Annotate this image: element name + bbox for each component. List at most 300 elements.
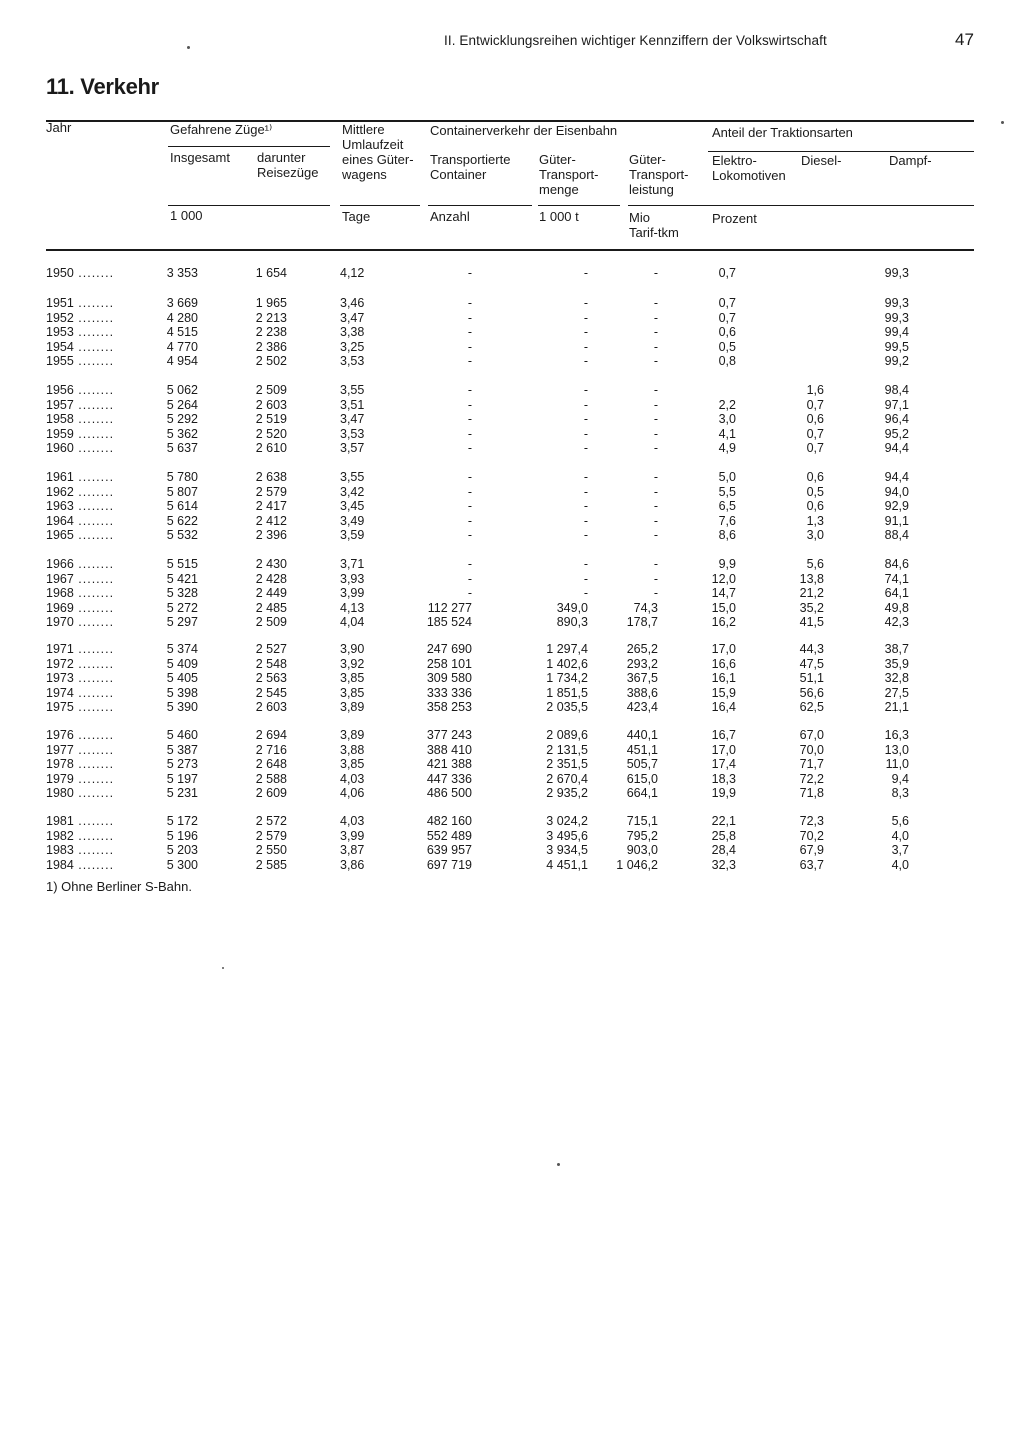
table-row	[0, 858, 1024, 873]
cell-c5: -	[583, 397, 588, 412]
cell-jahr: 1979 .....	[46, 772, 114, 786]
cell-c7: 0,7	[718, 266, 736, 280]
cell-c5: 1 297,4	[546, 642, 588, 656]
cell-c9: 99,3	[884, 266, 909, 280]
cell-c2: 2 545	[255, 685, 287, 700]
cell-c1: 5 515	[166, 557, 198, 571]
cell-c8: 5,6	[806, 557, 824, 571]
cell-c4: -	[467, 484, 472, 499]
cell-c7: 19,9	[711, 786, 736, 801]
cell-c2: 2 428	[255, 571, 287, 586]
cell-c2: 2 548	[255, 656, 287, 671]
cell-jahr: 1970 .....	[46, 615, 114, 629]
cell-c1: 5 297	[166, 615, 198, 630]
cell-c2: 2 585	[255, 857, 287, 872]
cell-c4: 421 388	[426, 757, 472, 772]
cell-c6: -	[653, 571, 658, 586]
cell-jahr: 1956 .....	[46, 383, 114, 397]
cell-jahr: 1953 .....	[46, 325, 114, 339]
cell-c7: 7,6	[718, 513, 736, 528]
cell-c6: -	[653, 484, 658, 499]
cell-c2: 2 609	[255, 786, 287, 801]
cell-c1: 5 172	[166, 814, 198, 828]
cell-c7: 8,6	[718, 528, 736, 543]
cell-c7: 25,8	[711, 828, 736, 843]
footnote: 1) Ohne Berliner S-Bahn.	[46, 879, 192, 894]
cell-c9: 4,0	[891, 828, 909, 843]
cell-c2: 2 527	[255, 642, 287, 656]
cell-c2: 2 213	[255, 310, 287, 325]
cell-jahr: 1971 .....	[46, 642, 114, 656]
cell-c3: 3,99	[340, 828, 365, 843]
cell-c5: -	[583, 383, 588, 397]
cell-c1: 5 196	[166, 828, 198, 843]
cell-c6: 265,2	[626, 642, 658, 656]
cell-c1: 5 409	[166, 656, 198, 671]
cell-c1: 5 062	[166, 383, 198, 397]
cell-c5: 2 670,4	[546, 771, 588, 786]
table-row	[0, 829, 1024, 844]
cell-c1: 5 421	[166, 571, 198, 586]
cell-c4: -	[467, 513, 472, 528]
cell-c5: -	[583, 310, 588, 325]
cell-c9: 99,3	[884, 310, 909, 325]
table-row	[0, 615, 1024, 630]
cell-c9: 92,9	[884, 499, 909, 514]
cell-jahr: 1963 .....	[46, 499, 114, 513]
cell-c8: 0,7	[806, 426, 824, 441]
cell-c6: 293,2	[626, 656, 658, 671]
cell-c7: 16,1	[711, 671, 736, 686]
cell-c9: 96,4	[884, 412, 909, 427]
cell-c7: 2,2	[718, 397, 736, 412]
cell-c2: 2 449	[255, 586, 287, 601]
cell-c4: 486 500	[426, 786, 472, 801]
cell-c3: 3,53	[340, 354, 365, 369]
cell-c7: 0,8	[718, 354, 736, 369]
cell-c1: 5 637	[166, 441, 198, 456]
table-row	[0, 657, 1024, 672]
table-row	[0, 772, 1024, 787]
cell-jahr: 1980 .....	[46, 786, 114, 800]
table-row	[0, 700, 1024, 715]
cell-c1: 5 197	[166, 771, 198, 786]
cell-c3: 3,92	[340, 656, 365, 671]
cell-c8: 13,8	[799, 571, 824, 586]
cell-c7: 16,6	[711, 656, 736, 671]
cell-jahr: 1965 .....	[46, 528, 114, 542]
cell-c4: -	[467, 499, 472, 514]
cell-c3: 3,55	[340, 470, 365, 484]
cell-jahr: 1957 .....	[46, 398, 114, 412]
cell-c5: 3 495,6	[546, 828, 588, 843]
cell-jahr: 1960 .....	[46, 441, 114, 455]
cell-c8: 0,6	[806, 499, 824, 514]
cell-c7: 0,5	[718, 339, 736, 354]
cell-c4: 185 524	[426, 615, 472, 630]
cell-c9: 5,6	[891, 814, 909, 828]
cell-c8: 72,3	[799, 814, 824, 828]
header-anteil-traktionsarten: Anteil der Traktionsarten	[712, 125, 853, 140]
header-bottom-rule	[46, 249, 974, 251]
cell-c5: 3 024,2	[546, 814, 588, 828]
table-row	[0, 601, 1024, 616]
cell-c2: 2 386	[255, 339, 287, 354]
cell-c1: 5 398	[166, 685, 198, 700]
cell-jahr: 1961 .....	[46, 470, 114, 484]
cell-c8: 0,6	[806, 412, 824, 427]
cell-c7: 16,7	[711, 728, 736, 742]
cell-c3: 4,06	[340, 786, 365, 801]
cell-c8: 35,2	[799, 600, 824, 615]
table-row	[0, 427, 1024, 442]
cell-c1: 5 292	[166, 412, 198, 427]
cell-c2: 2 412	[255, 513, 287, 528]
cell-jahr: 1952 .....	[46, 311, 114, 325]
cell-c5: -	[583, 412, 588, 427]
cell-c2: 2 417	[255, 499, 287, 514]
unit-tage: Tage	[342, 209, 371, 224]
cell-c5: -	[583, 266, 588, 280]
cell-c2: 2 396	[255, 528, 287, 543]
cell-c5: -	[583, 325, 588, 340]
cell-c9: 38,7	[884, 642, 909, 656]
cell-c3: 3,85	[340, 685, 365, 700]
cell-c9: 8,3	[891, 786, 909, 801]
cell-c3: 4,12	[340, 266, 365, 280]
cell-c4: -	[467, 339, 472, 354]
cell-jahr: 1969 .....	[46, 601, 114, 615]
cell-c9: 35,9	[884, 656, 909, 671]
cell-c5: -	[583, 586, 588, 601]
cell-c4: -	[467, 266, 472, 280]
table-row	[0, 528, 1024, 543]
cell-c5: -	[583, 557, 588, 571]
cell-jahr: 1972 .....	[46, 657, 114, 671]
header-transportierte-container: Transportierte Container	[430, 152, 511, 182]
cell-c6: 423,4	[626, 700, 658, 715]
cell-c2: 2 485	[255, 600, 287, 615]
cell-c7: 15,0	[711, 600, 736, 615]
cell-c9: 16,3	[884, 728, 909, 742]
cell-c8: 63,7	[799, 857, 824, 872]
cell-c7: 16,2	[711, 615, 736, 630]
cell-c4: -	[467, 557, 472, 571]
cell-c9: 98,4	[884, 383, 909, 397]
cell-c7: 0,7	[718, 296, 736, 310]
cell-c3: 3,85	[340, 757, 365, 772]
cell-c7: 0,6	[718, 325, 736, 340]
cell-c8: 0,5	[806, 484, 824, 499]
cell-c1: 5 807	[166, 484, 198, 499]
cell-c2: 2 519	[255, 412, 287, 427]
cell-c4: 377 243	[426, 728, 472, 742]
cell-c8: 0,7	[806, 397, 824, 412]
cell-c4: -	[467, 325, 472, 340]
cell-c9: 11,0	[885, 757, 909, 772]
cell-c7: 16,4	[711, 700, 736, 715]
rule-anteil	[708, 151, 974, 152]
cell-c9: 27,5	[884, 685, 909, 700]
rule-unit-3	[428, 205, 532, 206]
cell-c2: 2 716	[255, 742, 287, 757]
cell-c6: -	[653, 586, 658, 601]
cell-c6: -	[653, 266, 658, 280]
cell-c6: 74,3	[633, 600, 658, 615]
cell-c6: -	[653, 557, 658, 571]
cell-c1: 5 362	[166, 426, 198, 441]
page-number: 47	[955, 30, 974, 49]
cell-c1: 4 515	[166, 325, 198, 340]
cell-c1: 5 622	[166, 513, 198, 528]
cell-c6: 615,0	[626, 771, 658, 786]
cell-c4: 112 277	[427, 600, 472, 615]
cell-jahr: 1968 .....	[46, 586, 114, 600]
cell-c3: 3,47	[340, 412, 365, 427]
cell-c1: 5 460	[166, 728, 198, 742]
cell-c5: -	[583, 470, 588, 484]
cell-c5: -	[583, 571, 588, 586]
unit-1000: 1 000	[170, 208, 203, 223]
cell-c4: -	[467, 383, 472, 397]
table-row	[0, 743, 1024, 758]
header-containerverkehr: Containerverkehr der Eisenbahn	[430, 123, 618, 138]
cell-c9: 99,4	[884, 325, 909, 340]
cell-c3: 3,99	[340, 586, 365, 601]
table-row	[0, 412, 1024, 427]
header-gefahrene-zuege: Gefahrene Züge¹⁾	[170, 122, 273, 137]
cell-jahr: 1977 .....	[46, 743, 114, 757]
cell-c6: 367,5	[626, 671, 658, 686]
cell-c4: -	[467, 296, 472, 310]
cell-c4: 482 160	[426, 814, 472, 828]
cell-c6: -	[653, 470, 658, 484]
cell-c2: 2 520	[255, 426, 287, 441]
cell-c9: 99,5	[884, 339, 909, 354]
table-row	[0, 814, 1024, 829]
cell-c2: 2 572	[255, 814, 287, 828]
cell-c6: 664,1	[626, 786, 658, 801]
cell-c3: 3,45	[340, 499, 365, 514]
cell-c7: 5,0	[718, 470, 736, 484]
cell-c7: 15,9	[711, 685, 736, 700]
table-row	[0, 311, 1024, 326]
cell-c2: 1 654	[255, 266, 287, 280]
header-mittlere-umlaufzeit: Mittlere Umlaufzeit eines Güter- wagens	[342, 122, 414, 182]
cell-c5: -	[583, 339, 588, 354]
cell-c1: 5 390	[166, 700, 198, 715]
scan-speck	[557, 1163, 560, 1166]
cell-c9: 13,0	[884, 742, 909, 757]
cell-c5: 1 402,6	[546, 656, 588, 671]
cell-c7: 22,1	[711, 814, 736, 828]
cell-jahr: 1978 .....	[46, 757, 114, 771]
cell-c7: 9,9	[718, 557, 736, 571]
cell-c6: 903,0	[626, 843, 658, 858]
cell-c3: 4,03	[340, 814, 365, 828]
cell-c7: 4,9	[718, 441, 736, 456]
cell-c5: -	[583, 441, 588, 456]
cell-c3: 3,46	[340, 296, 365, 310]
cell-c5: -	[583, 354, 588, 369]
cell-c1: 3 353	[166, 266, 198, 280]
cell-c5: -	[583, 499, 588, 514]
cell-c2: 2 509	[255, 615, 287, 630]
cell-c9: 94,4	[884, 470, 909, 484]
scan-speck	[1001, 121, 1004, 124]
table-row	[0, 686, 1024, 701]
cell-c4: -	[467, 310, 472, 325]
cell-c3: 3,47	[340, 310, 365, 325]
cell-c6: -	[653, 339, 658, 354]
cell-c3: 3,51	[340, 397, 365, 412]
cell-c5: 1 851,5	[546, 685, 588, 700]
cell-c6: 440,1	[626, 728, 658, 742]
cell-c8: 62,5	[799, 700, 824, 715]
cell-c4: -	[467, 412, 472, 427]
cell-c3: 3,55	[340, 383, 365, 397]
cell-c4: -	[467, 354, 472, 369]
cell-jahr: 1983 .....	[46, 843, 114, 857]
running-head: II. Entwicklungsreihen wichtiger Kennziffern der Volkswirtschaft	[444, 33, 827, 48]
cell-c6: 388,6	[626, 685, 658, 700]
cell-c2: 2 238	[255, 325, 287, 340]
table-row	[0, 325, 1024, 340]
table-row	[0, 383, 1024, 398]
cell-c5: -	[583, 426, 588, 441]
header-darunter-reisezuege: darunter Reisezüge	[257, 150, 319, 180]
cell-c5: -	[583, 296, 588, 310]
rule-unit-1	[168, 205, 330, 206]
cell-c1: 5 614	[166, 499, 198, 514]
cell-c7: 17,0	[711, 742, 736, 757]
cell-c4: 447 336	[426, 771, 472, 786]
cell-c6: -	[653, 296, 658, 310]
cell-c9: 99,3	[884, 296, 909, 310]
cell-c3: 3,49	[340, 513, 365, 528]
cell-c8: 1,6	[806, 383, 824, 397]
cell-c6: -	[653, 397, 658, 412]
cell-c5: 349,0	[556, 600, 588, 615]
cell-c2: 2 502	[255, 354, 287, 369]
cell-c8: 0,7	[806, 441, 824, 456]
table-row	[0, 572, 1024, 587]
cell-c8: 67,9	[799, 843, 824, 858]
table-row	[0, 499, 1024, 514]
cell-jahr: 1981 .....	[46, 814, 114, 828]
cell-c3: 3,88	[340, 742, 365, 757]
cell-jahr: 1966 .....	[46, 557, 114, 571]
cell-c8: 71,8	[799, 786, 824, 801]
cell-c4: 358 253	[426, 700, 472, 715]
cell-c5: 4 451,1	[546, 857, 588, 872]
cell-c4: 388 410	[426, 742, 472, 757]
table-row	[0, 354, 1024, 369]
table-row	[0, 514, 1024, 529]
cell-c9: 32,8	[884, 671, 909, 686]
cell-c8: 3,0	[806, 528, 824, 543]
cell-c1: 5 273	[166, 757, 198, 772]
cell-c6: -	[653, 513, 658, 528]
cell-c5: 2 131,5	[546, 742, 588, 757]
cell-c3: 4,03	[340, 771, 365, 786]
cell-c6: -	[653, 310, 658, 325]
cell-c2: 2 603	[255, 397, 287, 412]
cell-c7: 12,0	[711, 571, 736, 586]
cell-c4: -	[467, 571, 472, 586]
scan-speck	[187, 46, 190, 49]
cell-c5: 2 351,5	[546, 757, 588, 772]
cell-jahr: 1954 .....	[46, 340, 114, 354]
cell-c2: 2 509	[255, 383, 287, 397]
cell-jahr: 1982 .....	[46, 829, 114, 843]
cell-c6: 1 046,2	[616, 857, 658, 872]
cell-c6: 715,1	[626, 814, 658, 828]
cell-c9: 91,1	[884, 513, 909, 528]
cell-c3: 4,13	[340, 600, 365, 615]
cell-c6: 505,7	[626, 757, 658, 772]
table-row	[0, 642, 1024, 657]
cell-c5: -	[583, 528, 588, 543]
cell-c4: -	[467, 441, 472, 456]
cell-jahr: 1950 .....	[46, 266, 114, 280]
cell-jahr: 1962 .....	[46, 485, 114, 499]
cell-c1: 4 770	[166, 339, 198, 354]
cell-c5: -	[583, 484, 588, 499]
cell-c4: 333 336	[426, 685, 472, 700]
cell-jahr: 1955 .....	[46, 354, 114, 368]
cell-c5: 890,3	[556, 615, 588, 630]
cell-c3: 3,38	[340, 325, 365, 340]
header-jahr: Jahr	[46, 120, 72, 135]
cell-c8: 21,2	[799, 586, 824, 601]
cell-c9: 94,0	[884, 484, 909, 499]
cell-c4: -	[467, 586, 472, 601]
header-diesel: Diesel-	[801, 153, 842, 168]
cell-c1: 3 669	[166, 296, 198, 310]
table-row	[0, 296, 1024, 311]
cell-c6: -	[653, 441, 658, 456]
cell-jahr: 1967 .....	[46, 572, 114, 586]
cell-c3: 3,89	[340, 700, 365, 715]
cell-c2: 2 694	[255, 728, 287, 742]
cell-c4: 639 957	[426, 843, 472, 858]
cell-c3: 3,71	[340, 557, 365, 571]
rule-unit-5	[628, 205, 974, 206]
cell-c1: 5 272	[166, 600, 198, 615]
cell-c7: 5,5	[718, 484, 736, 499]
cell-c2: 2 610	[255, 441, 287, 456]
table-row	[0, 266, 1024, 281]
cell-c5: 1 734,2	[546, 671, 588, 686]
cell-c7: 6,5	[718, 499, 736, 514]
cell-c9: 97,1	[884, 397, 909, 412]
cell-c4: -	[467, 397, 472, 412]
unit-prozent: Prozent	[712, 211, 757, 226]
table-row	[0, 398, 1024, 413]
cell-c8: 56,6	[799, 685, 824, 700]
cell-c1: 5 264	[166, 397, 198, 412]
cell-c5: -	[583, 513, 588, 528]
cell-c7: 3,0	[718, 412, 736, 427]
table-row	[0, 843, 1024, 858]
cell-c5: 2 035,5	[546, 700, 588, 715]
cell-c6: 795,2	[626, 828, 658, 843]
section-title: 11. Verkehr	[46, 74, 159, 99]
cell-c3: 3,87	[340, 843, 365, 858]
cell-c5: 3 934,5	[546, 843, 588, 858]
cell-c8: 47,5	[799, 656, 824, 671]
